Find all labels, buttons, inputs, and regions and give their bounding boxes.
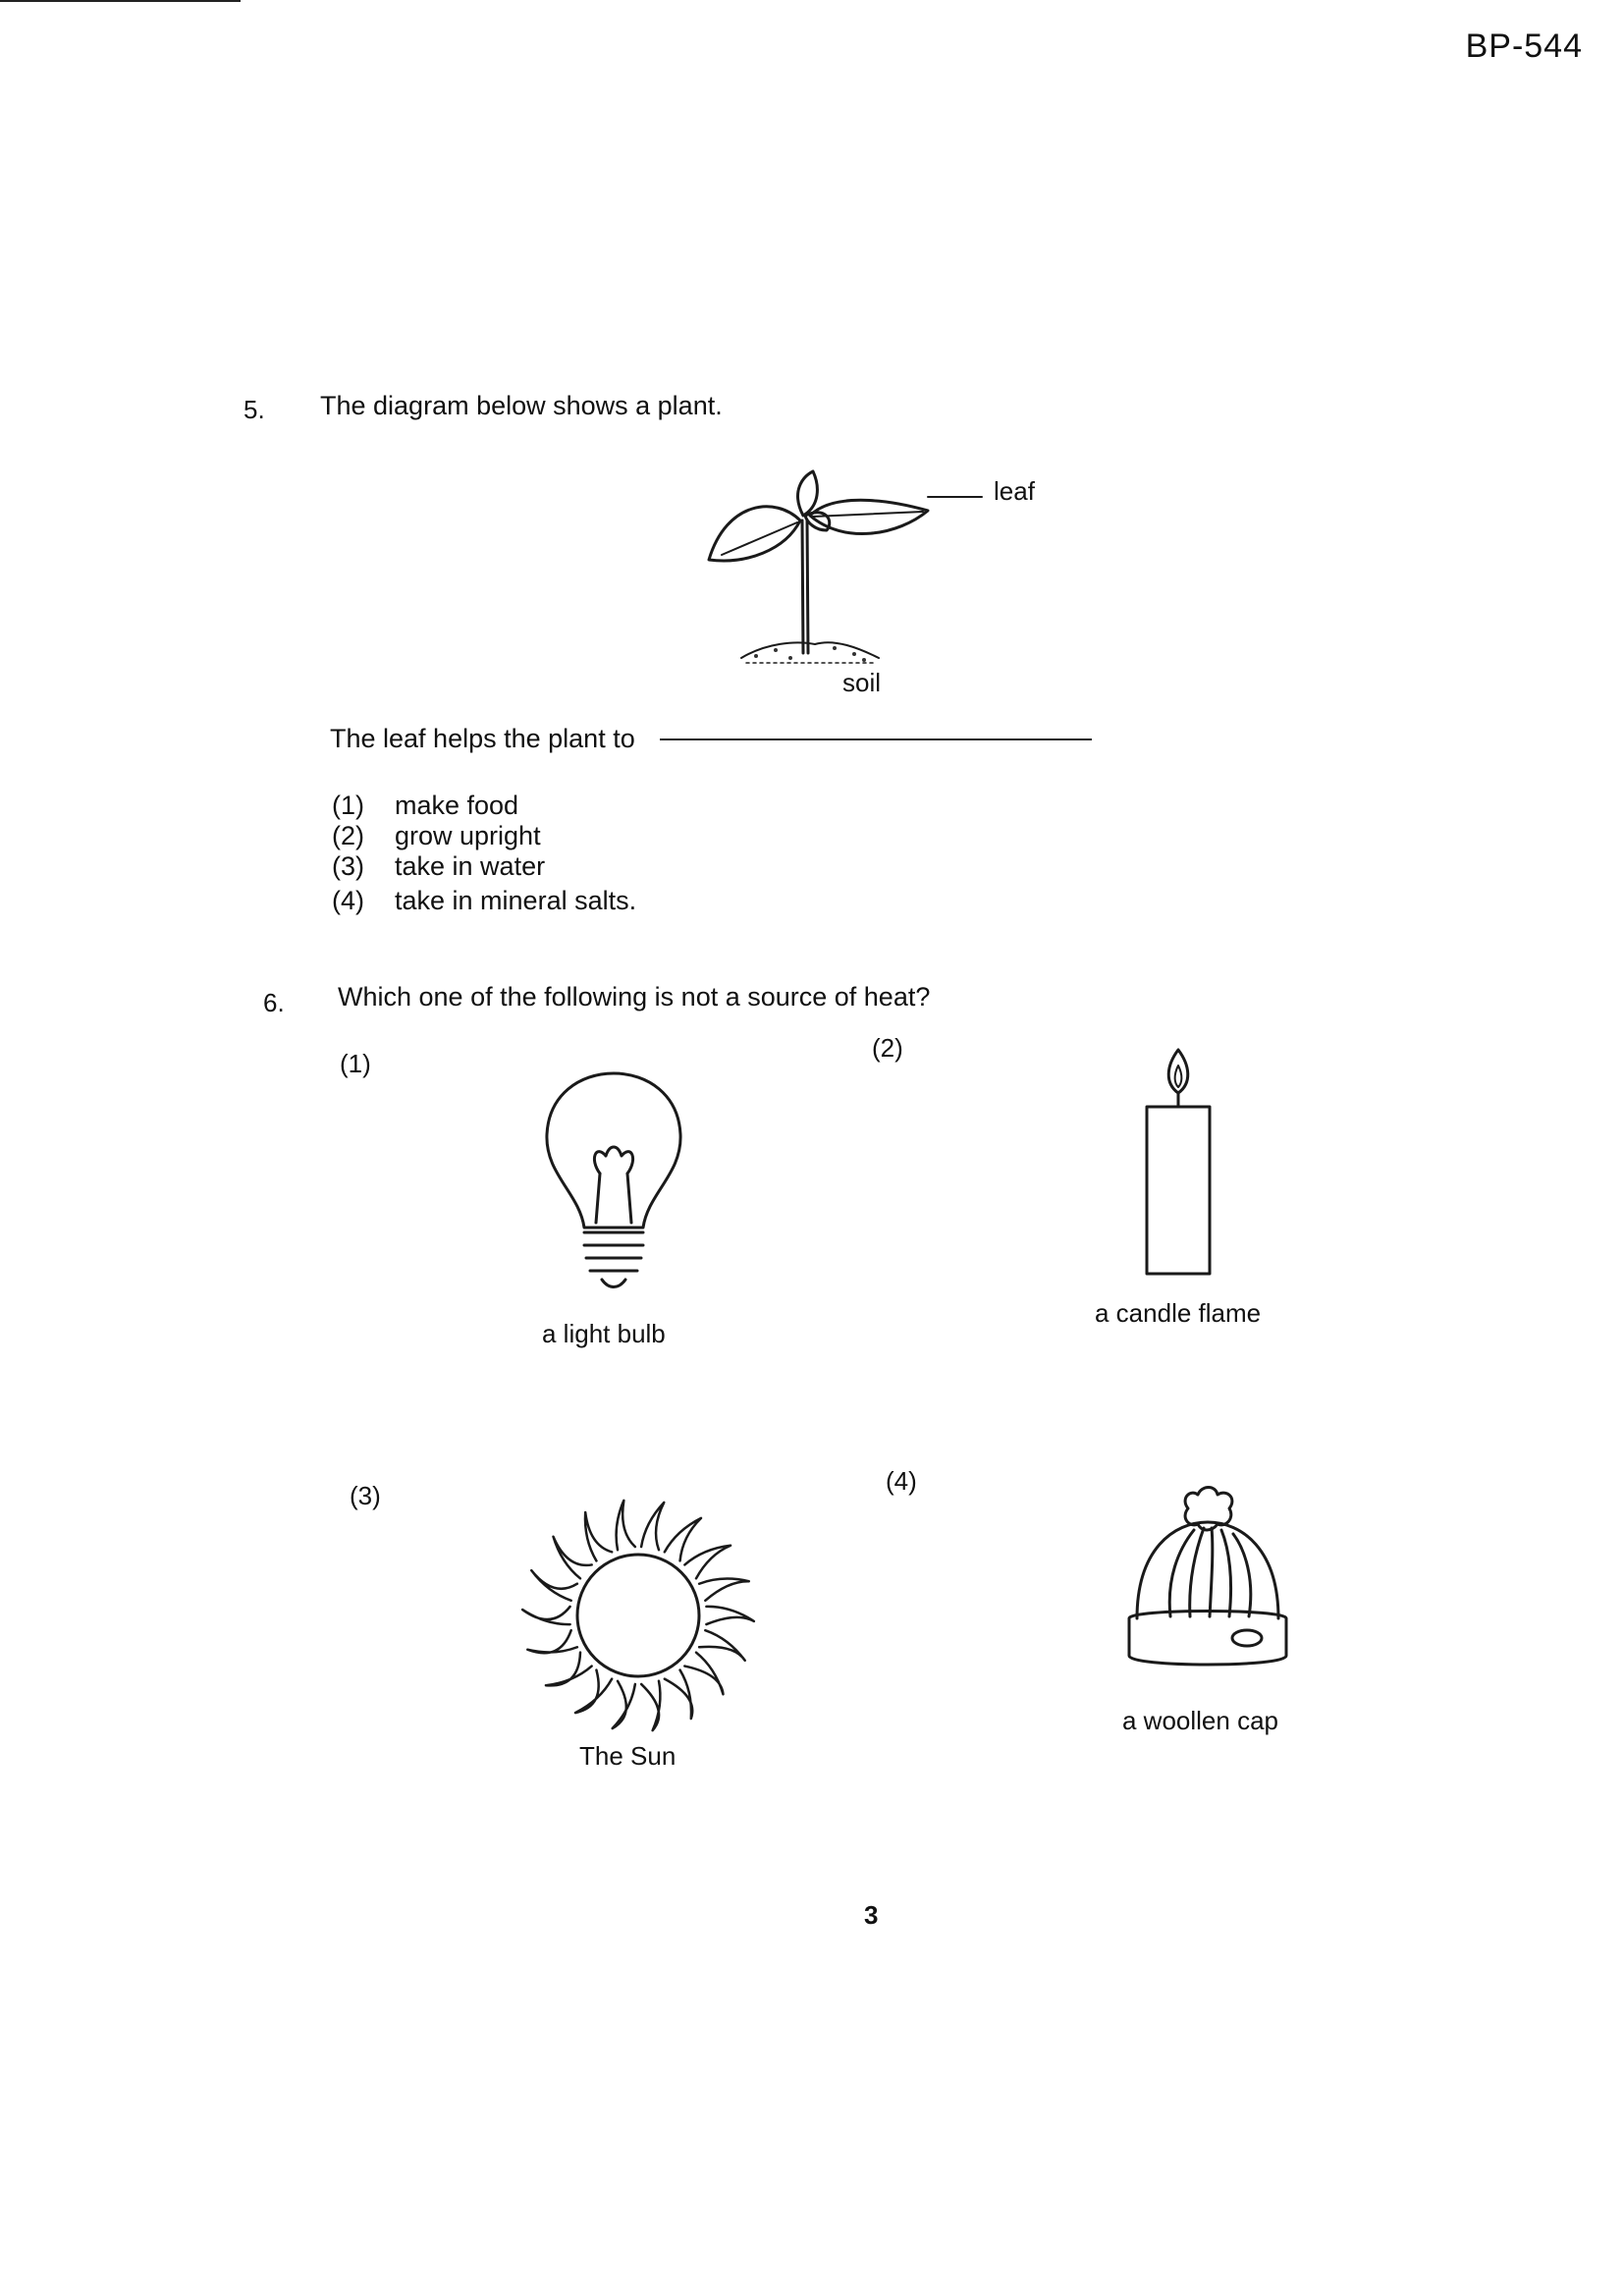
sun-ray xyxy=(585,1512,612,1560)
sun-ray xyxy=(699,1630,745,1661)
plant-diagram xyxy=(687,462,1041,697)
sun-ray xyxy=(531,1570,577,1601)
choice-3-caption: The Sun xyxy=(579,1741,677,1771)
option-1 xyxy=(332,791,518,821)
sun-ray xyxy=(554,1537,592,1579)
option-3-number: (3) xyxy=(332,851,364,881)
choice-1-caption: a light bulb xyxy=(542,1319,666,1348)
light-bulb-icon xyxy=(535,1066,692,1291)
sun-ray xyxy=(546,1653,592,1686)
sun-ray xyxy=(665,1518,701,1561)
choice-1-number: (1) xyxy=(340,1049,371,1078)
sun-ray xyxy=(706,1607,753,1624)
paper-code: BP-544 xyxy=(1465,27,1583,65)
choice-3-number: (3) xyxy=(350,1481,381,1510)
sun-ray xyxy=(617,1501,635,1550)
question-5-number: 5. xyxy=(244,395,265,424)
candle-icon xyxy=(1139,1046,1218,1282)
sun-ray xyxy=(527,1630,577,1653)
question-5-stem: The leaf helps the plant to xyxy=(330,724,635,753)
option-4-text: take in mineral salts. xyxy=(395,886,637,915)
sun-ray xyxy=(641,1503,664,1550)
option-2-number: (2) xyxy=(332,821,364,850)
sun-ray xyxy=(699,1579,749,1601)
sun-ray xyxy=(665,1670,692,1719)
sun-ray xyxy=(684,1653,723,1695)
top-rule xyxy=(0,0,241,2)
question-5-text: The diagram below shows a plant. xyxy=(320,391,723,420)
sun-icon xyxy=(515,1493,761,1738)
question-6-text: Which one of the following is not a source of heat? xyxy=(338,982,931,1011)
sun-ray xyxy=(522,1607,569,1624)
sun-ray xyxy=(641,1681,660,1730)
soil-label: soil xyxy=(842,668,882,697)
option-2-text: grow upright xyxy=(395,821,541,850)
option-4 xyxy=(332,886,636,916)
answer-blank xyxy=(660,738,1092,740)
choice-4-caption: a woollen cap xyxy=(1122,1706,1278,1735)
page-number: 3 xyxy=(864,1900,879,1930)
choice-4-number: (4) xyxy=(886,1466,917,1496)
question-6-number: 6. xyxy=(263,988,285,1017)
option-4-number: (4) xyxy=(332,886,364,915)
option-1-number: (1) xyxy=(332,791,364,820)
option-1-text: make food xyxy=(395,791,519,820)
choice-2-caption: a candle flame xyxy=(1095,1298,1262,1328)
leaf-label: leaf xyxy=(994,476,1035,506)
option-3 xyxy=(332,851,545,882)
sun-ray xyxy=(684,1546,731,1579)
sun-ray xyxy=(575,1670,612,1714)
woollen-cap-icon xyxy=(1119,1481,1296,1677)
choice-2-number: (2) xyxy=(872,1033,903,1063)
option-3-text: take in water xyxy=(395,851,546,881)
sun-ray xyxy=(613,1681,635,1728)
option-2 xyxy=(332,821,541,851)
